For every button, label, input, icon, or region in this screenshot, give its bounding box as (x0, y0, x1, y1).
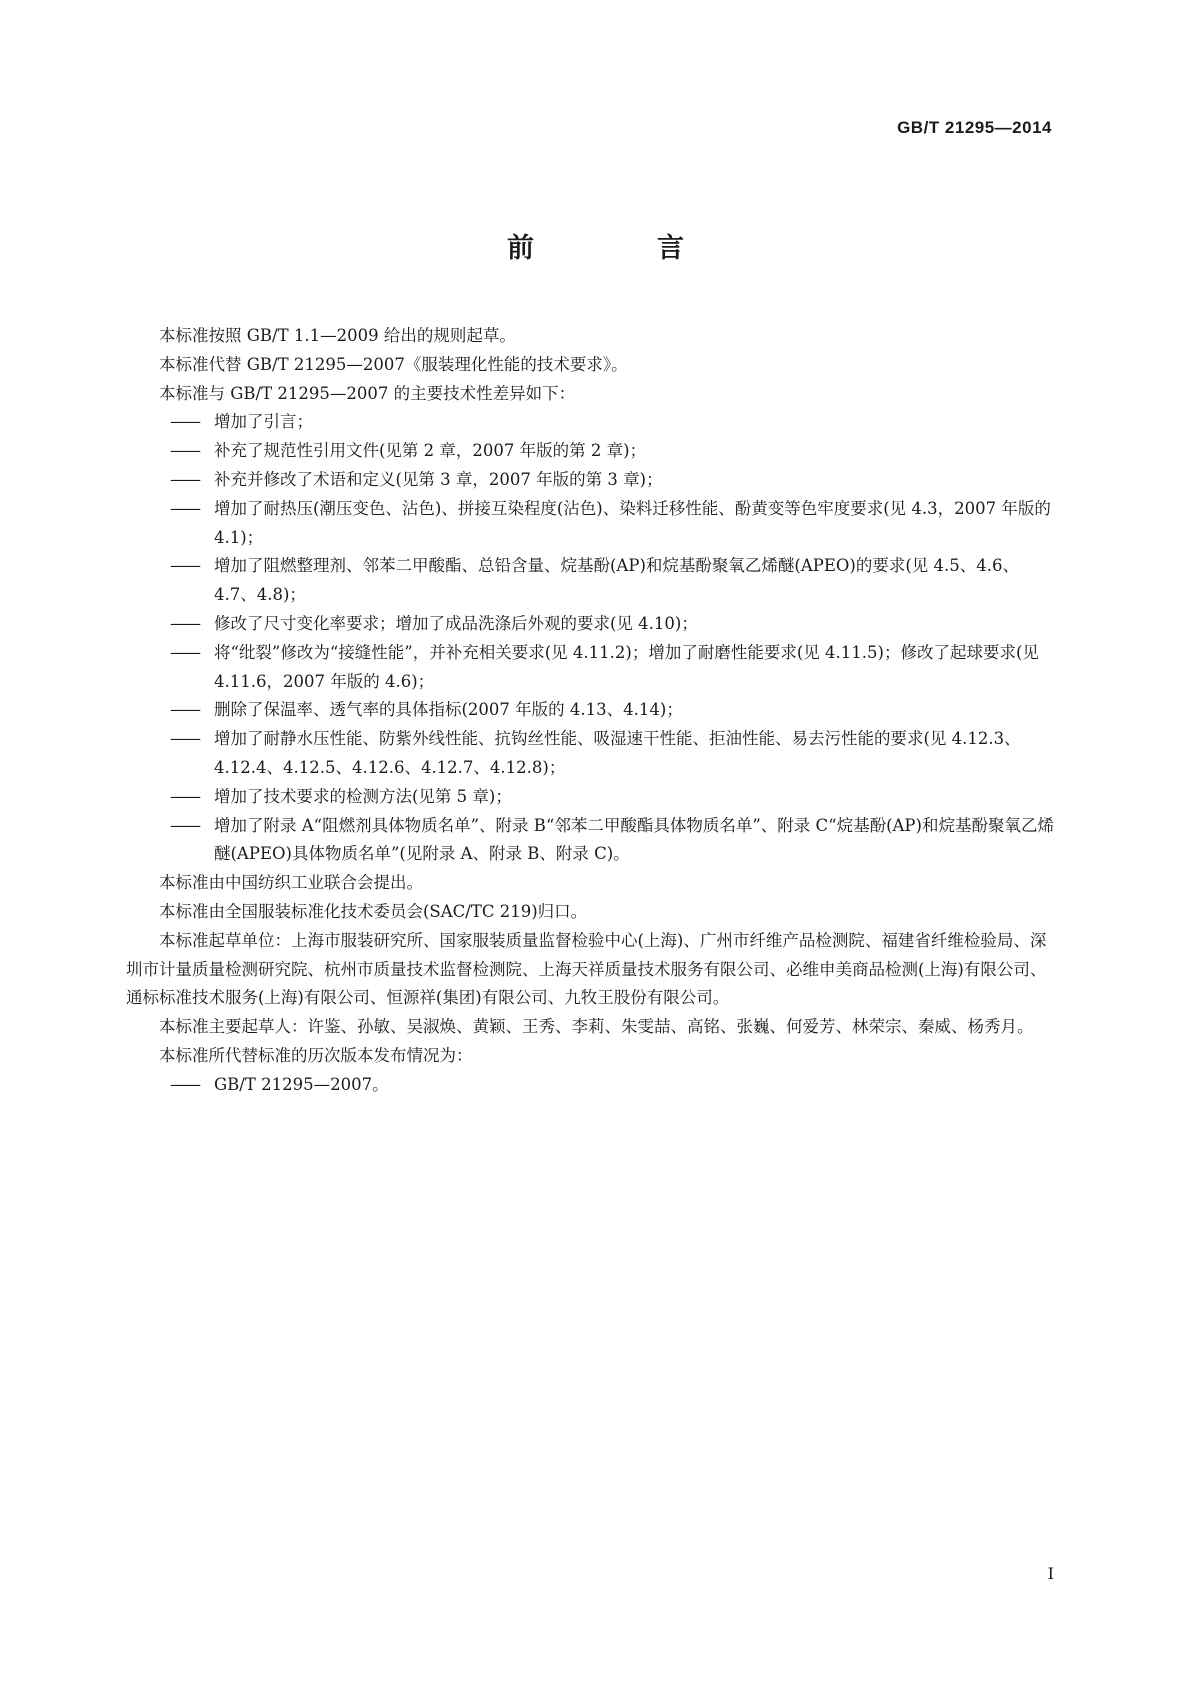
dash-marker: —— (170, 498, 199, 518)
list-item: —— 修改了尺寸变化率要求；增加了成品洗涤后外观的要求(见 4.10)； (126, 610, 1058, 639)
page-number: I (1047, 1564, 1054, 1583)
list-item: —— 增加了阻燃整理剂、邻苯二甲酸酯、总铅含量、烷基酚(AP)和烷基酚聚氧乙烯醚(APEO)的要求(见 4.5、4.6、4.7、4.8)； (126, 552, 1058, 610)
dash-marker: —— (170, 412, 199, 432)
paragraph-drafting-units: 本标准起草单位：上海市服装研究所、国家服装质量监督检验中心(上海)、广州市纤维产品检测院、福建省纤维检验局、深圳市计量质量检测研究院、杭州市质量技术监督检测院、上海天祥质量技术服务有限公司、必维申美商品检测(上海)有限公司、通标标准技术服务(上海)有限公司、恒源祥(集团)有限公司、九牧王股份有限公司。 (126, 930, 1047, 1008)
standard-code: GB/T 21295—2014 (897, 118, 1052, 137)
dash-marker: —— (170, 613, 199, 633)
changes-list (126, 408, 1058, 869)
dash-marker: —— (170, 786, 199, 806)
dash-marker: —— (170, 642, 199, 662)
paragraph-replaces: 本标准代替 GB/T 21295—2007《服装理化性能的技术要求》。 (159, 354, 628, 374)
paragraph-managed-by: 本标准由全国服装标准化技术委员会(SAC/TC 219)归口。 (159, 901, 588, 921)
dash-marker: —— (170, 700, 199, 720)
dash-marker: —— (170, 556, 199, 576)
list-item: —— 增加了耐静水压性能、防紫外线性能、抗钩丝性能、吸湿速干性能、拒油性能、易去污性能的要求(见 4.12.3、4.12.4、4.12.5、4.12.6、4.12.7、4.12.8)； (126, 725, 1058, 783)
list-item: —— 删除了保温率、透气率的具体指标(2007 年版的 4.13、4.14)； (126, 696, 1058, 725)
history-item: —— GB/T 21295—2007。 (126, 1071, 1058, 1100)
list-item: —— 增加了耐热压(潮压变色、沾色)、拼接互染程度(沾色)、染料迁移性能、酚黄变等色牢度要求(见 4.3，2007 年版的 4.1)； (126, 495, 1058, 553)
list-item: —— 补充并修改了术语和定义(见第 3 章，2007 年版的第 3 章)； (126, 466, 1058, 495)
paragraph-history-intro: 本标准所代替标准的历次版本发布情况为： (159, 1045, 473, 1065)
dash-marker: —— (170, 441, 199, 461)
paragraph-drafting-rules: 本标准按照 GB/T 1.1—2009 给出的规则起草。 (159, 326, 516, 345)
list-item: —— 将“纰裂”修改为“接缝性能”，并补充相关要求(见 4.11.2)；增加了耐磨性能要求(见 4.11.5)；修改了起球要求(见 4.11.6，2007 年版的 4.6)； (126, 639, 1058, 697)
dash-marker: —— (170, 729, 199, 749)
page-title: 前 言 (507, 233, 732, 264)
dash-marker: —— (170, 469, 199, 489)
dash-marker: —— (170, 1074, 199, 1094)
list-item: —— 补充了规范性引用文件(见第 2 章，2007 年版的第 2 章)； (126, 437, 1058, 466)
paragraph-differences-intro: 本标准与 GB/T 21295—2007 的主要技术性差异如下： (159, 383, 576, 403)
paragraph-proposed-by: 本标准由中国纺织工业联合会提出。 (159, 873, 423, 893)
list-item: —— 增加了引言； (126, 408, 1058, 437)
dash-marker: —— (170, 815, 199, 835)
list-item: —— 增加了技术要求的检测方法(见第 5 章)； (126, 783, 1058, 812)
document-body (126, 322, 1058, 1100)
paragraph-drafters: 本标准主要起草人：许鉴、孙敏、吴淑焕、黄颖、王秀、李莉、朱雯喆、高铭、张巍、何爱芳、林荣宗、秦威、杨秀月。 (159, 1017, 1034, 1037)
list-item: —— 增加了附录 A“阻燃剂具体物质名单”、附录 B“邻苯二甲酸酯具体物质名单”、附录 C“烷基酚(AP)和烷基酚聚氧乙烯醚(APEO)具体物质名单”(见附录 A、附录 B、附录 C)。 (126, 812, 1058, 870)
